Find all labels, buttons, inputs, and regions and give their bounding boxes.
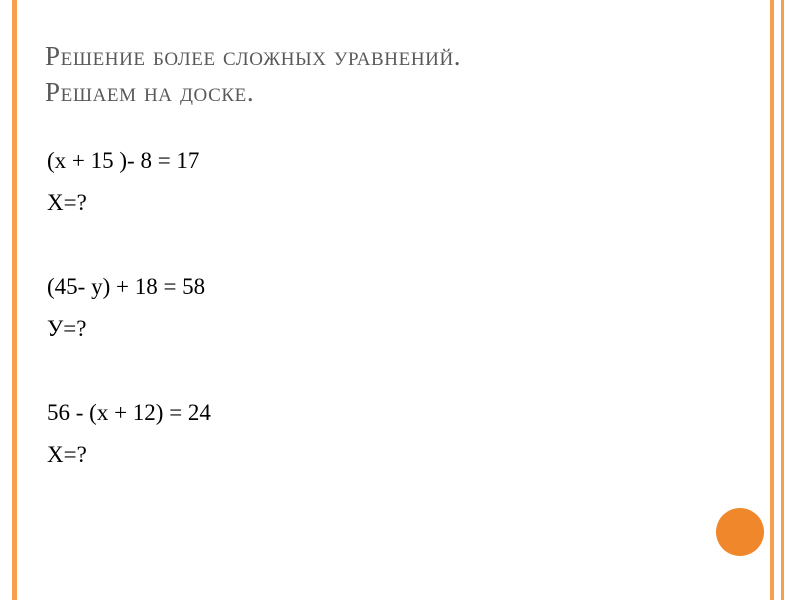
slide-title: Решение более сложных уравнений. Решаем на доске.	[45, 41, 462, 107]
equation-2: (45- у) + 18 = 58	[47, 274, 206, 299]
slide-body	[47, 140, 737, 476]
decorative-circle-icon	[716, 508, 764, 556]
equation-1-question: Х=?	[47, 190, 87, 215]
spacer-1	[47, 224, 737, 266]
left-accent-bar	[12, 0, 17, 600]
equation-2-question: У=?	[47, 316, 87, 341]
equation-3: 56 - (х + 12) = 24	[47, 400, 211, 425]
right-accent-bar-inner	[781, 0, 784, 600]
equation-1: (х + 15 )- 8 = 17	[47, 148, 200, 173]
spacer-2	[47, 350, 737, 392]
right-accent-bar-outer	[770, 0, 774, 600]
equation-3-question: Х=?	[47, 442, 87, 467]
